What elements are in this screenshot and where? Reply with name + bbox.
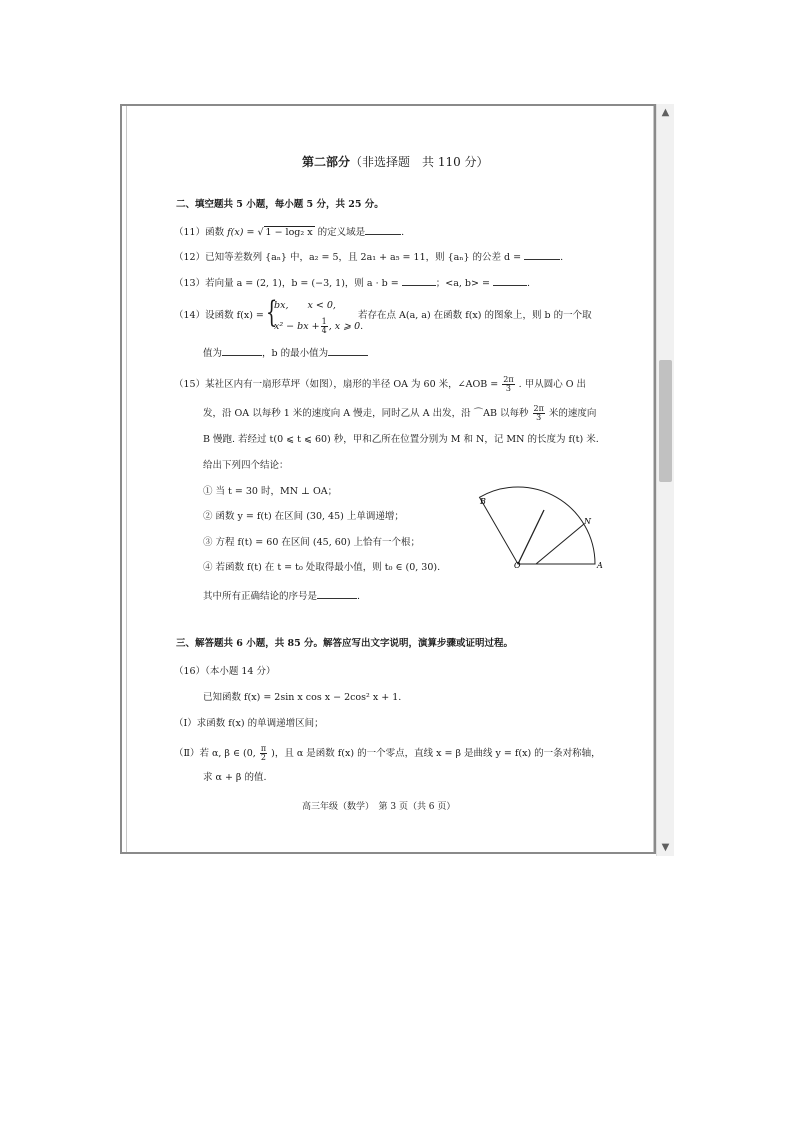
question-16-heading: （16）（本小题 14 分） — [174, 666, 276, 677]
page-frame — [120, 104, 656, 854]
q15-line-3: B 慢跑. 若经过 t(0 ⩽ t ⩽ 60) 秒，甲和乙所在位置分别为 M 和 N，记 MN 的长度为 f(t) 米. — [203, 434, 599, 445]
section-2-heading: 二、填空题共 5 小题，每小题 5 分，共 25 分。 — [176, 199, 384, 210]
label-n: N — [584, 517, 591, 526]
page-footer: 高三年级（数学） 第 3 页（共 6 页） — [302, 802, 456, 812]
label-o: O — [514, 561, 521, 570]
q16-given: 已知函数 f(x) = 2sin x cos x − 2cos² x + 1. — [203, 692, 402, 703]
q15-conclusion-2: ② 函数 y = f(t) 在区间 (30, 45) 上单调递增； — [203, 511, 404, 522]
segment-mn — [536, 524, 584, 564]
sector-radius-line — [518, 510, 544, 564]
section-3-heading: 三、解答题共 6 小题，共 85 分。解答应写出文字说明，演算步骤或证明过程。 — [176, 638, 514, 649]
question-13: （13）若向量 a = (2, 1)，b = (−3, 1)，则 a · b = ；<a, b> = . — [174, 278, 530, 289]
sector-figure — [476, 484, 610, 574]
scrollbar-thumb[interactable] — [659, 360, 672, 482]
q15-conclusion-3: ③ 方程 f(t) = 60 在区间 (45, 60) 上恰有一个根； — [203, 537, 421, 548]
q15-conclusion-4: ④ 若函数 f(t) 在 t = t₀ 处取得最小值，则 t₀ ∈ (0, 30). — [203, 562, 441, 573]
question-11: （11）函数 f(x) = √ 1 − log₂ x 的定义域是 . — [174, 227, 405, 238]
q15-last-line: 其中所有正确结论的序号是 . — [203, 591, 361, 602]
scroll-up-arrow-icon[interactable]: ▲ — [661, 107, 670, 118]
q15-conclusion-1: ① 当 t = 30 时，MN ⊥ OA； — [203, 486, 338, 497]
question-14-lead: （14）设函数 f(x) = — [174, 310, 264, 321]
scroll-down-arrow-icon[interactable]: ▼ — [661, 842, 670, 853]
piecewise-brace: { — [265, 295, 278, 330]
q16-part-1: （Ⅰ）求函数 f(x) 的单调递增区间； — [174, 718, 324, 729]
vertical-scrollbar[interactable] — [656, 104, 674, 856]
q16-part-2-cont: 求 α + β 的值. — [203, 772, 267, 783]
q15-line-4: 给出下列四个结论： — [203, 460, 289, 471]
q16-part-2: （Ⅱ）若 α, β ∈ (0, $\frac{\pi}{2}$ )，且 α 是函数 f(x) 的一个零点，直线 x = β 是曲线 y = f(x) 的一条对称轴， — [174, 744, 601, 762]
page-border — [126, 106, 654, 852]
q14-line-2: 值为 ，b 的最小值为 — [203, 346, 368, 360]
question-12: （12）已知等差数列 {aₙ} 中，a₂ = 5，且 2a₁ + a₅ = 11，则 {aₙ} 的公差 d = . — [174, 252, 564, 263]
q14-case-2: x² − bx + $\frac{1}{4}$ , x ⩾ 0. — [274, 317, 364, 335]
document-viewer — [120, 104, 674, 856]
label-b: B — [480, 497, 486, 506]
page-title: 第二部分（非选择题 共 110 分） — [302, 155, 489, 169]
q14-case-1: bx, x < 0, — [274, 300, 336, 311]
label-a: A — [597, 561, 603, 570]
q14-condition: 若存在点 A(a, a) 在函数 f(x) 的图象上，则 b 的一个取 — [358, 310, 592, 321]
q15-line-2: 发，沿 OA 以每秒 1 米的速度向 A 慢走，同时乙从 A 出发，沿 ⌒AB 以每秒 $\frac{2\pi}{3}$ 米的速度向 — [203, 404, 597, 422]
q15-line-1: （15）某社区内有一扇形草坪（如图），扇形的半径 OA 为 60 米，∠AOB = $\frac{2\pi}{3}$ . 甲从圆心 O 出 — [174, 375, 587, 393]
